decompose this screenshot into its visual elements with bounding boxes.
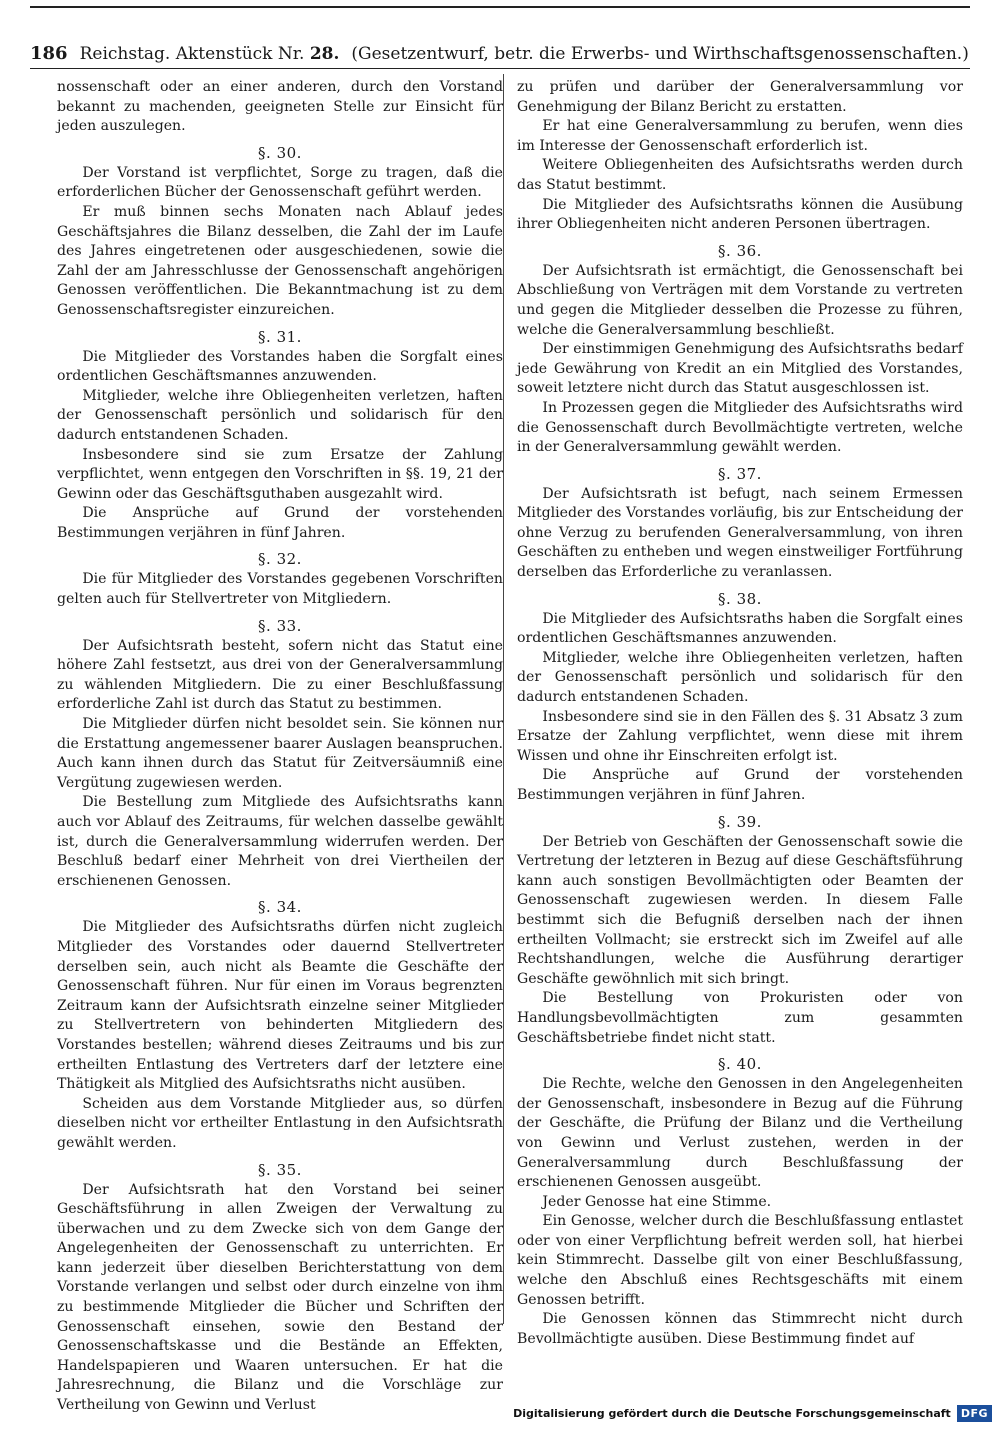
paragraph: Ein Genosse, welcher durch die Beschlußfassung entlastet oder von einer Verpflichtung befreit werden soll, hat hierbei kein Stimmrecht. Dasselbe gilt von einer Beschlußfassung, welche den Abschluß eines Rechtsgeschäfts mit einem Genossen betrifft. [517, 1213, 963, 1308]
paragraph: Er hat eine Generalversammlung zu berufen, wenn dies im Interesse der Genossenschaft erforderlich ist. [517, 118, 963, 154]
top-rule [30, 6, 970, 8]
header-title-prefix: Reichstag. Aktenstück Nr. [79, 44, 305, 64]
paragraph: Der Vorstand ist verpflichtet, Sorge zu tragen, daß die erforderlichen Bücher der Genossenschaft geführt werden. [57, 164, 503, 201]
page-header [30, 30, 970, 69]
paragraph: Jeder Genosse hat eine Stimme. [542, 1193, 772, 1210]
paragraph: Die für Mitglieder des Vorstandes gegebenen Vorschriften gelten auch für Stellvertreter von Mitgliedern. [57, 571, 503, 608]
paragraph: Der Aufsichtsrath ist ermächtigt, die Genossenschaft bei Abschließung von Verträgen mit dem Vorstande zu vertreten und gegen die Mitglieder desselben die Prozesse zu führen, welche die Generalversammlung beschließt. [517, 262, 963, 338]
paragraph: Mitglieder, welche ihre Obliegenheiten verletzen, haften der Genossenschaft persönlich und solidarisch für den dadurch entstandenen Schaden. [57, 387, 503, 443]
paragraph: Der Aufsichtsrath hat den Vorstand bei seiner Geschäftsführung in allen Zweigen der Verwaltung zu überwachen und zu dem Zwecke sich von dem Gange der Angelegenheiten der Genossenschaft zu unterrichten. Er kann jederzeit über dieselben Berichterstattung von dem Vorstande verlangen und selbst oder durch einzelne von ihm zu bestimmende Mitglieder die Bücher und Schriften der Genossenschaft einsehen, sowie den Bestand der Genossenschaftskasse und die Bestände an Effekten, Handelspapieren und Waaren untersuchen. Er hat die Jahresrechnung, die Bilanz und die Vorschläge zur Vertheilung von Gewinn und Verlust [57, 1181, 503, 1414]
paragraph: Scheiden aus dem Vorstande Mitglieder aus, so dürfen dieselben nicht vor ertheilter Entlastung in den Aufsichtsrath gewählt werden. [57, 1095, 503, 1151]
paragraph: Insbesondere sind sie zum Ersatze der Zahlung verpflichtet, wenn entgegen den Vorschriften in §§. 19, 21 der Gewinn oder das Geschäftsguthaben ausgezahlt wird. [57, 446, 503, 502]
header-title [80, 44, 340, 64]
section-heading: §. 33. [258, 616, 302, 635]
paragraph: Die Mitglieder des Aufsichtsraths dürfen nicht zugleich Mitglieder des Vorstandes oder dauernd Stellvertreter derselben sein, auch nicht als Beamte die Geschäfte der Genossenschaft führen. Nur für einen im Voraus begrenzten Zeitraum kann der Aufsichtsrath einzelne seiner Mitglieder zu Stellvertretern von behinderten Mitgliedern des Vorstandes bestellen; während dieses Zeitraums und bis zur ertheilten Entlastung des Vertreters darf der letztere eine Thätigkeit als Mitglied des Aufsichtsraths nicht ausüben. [57, 919, 503, 1093]
section-heading: §. 37. [718, 464, 762, 483]
section-heading: §. 31. [258, 327, 302, 346]
paragraph: Der Aufsichtsrath ist befugt, nach seinem Ermessen Mitglieder des Vorstandes vorläufig, bis zur Entscheidung der ohne Verzug zu berufenden Generalversammlung, von ihren Geschäften zu entheben und wegen einstweiliger Fortführung derselben das Erforderliche zu veranlassen. [517, 485, 963, 581]
paragraph: zu prüfen und darüber der Generalversammlung vor Genehmigung der Bilanz Bericht zu erstatten. [517, 79, 963, 115]
section-heading: §. 30. [258, 143, 302, 162]
paragraph: Weitere Obliegenheiten des Aufsichtsraths werden durch das Statut bestimmt. [517, 157, 963, 193]
paragraph: Die Mitglieder dürfen nicht besoldet sein. Sie können nur die Erstattung angemessener baarer Auslagen beanspruchen. Auch kann ihnen durch das Statut für Zeitversäumniß eine Vergütung zugewiesen werden. [57, 716, 503, 791]
paragraph: Die Rechte, welche den Genossen in den Angelegenheiten der Genossenschaft, insbesondere in Bezug auf die Führung der Geschäfte, die Prüfung der Bilanz und die Vertheilung von Gewinn und Verlust zustehen, werden in der Generalversammlung durch Beschlußfassung der erschienenen Genossen ausgeübt. [517, 1076, 963, 1191]
left-column [57, 78, 503, 1416]
right-column [517, 78, 963, 1349]
paragraph: Die Bestellung von Prokuristen oder von Handlungsbevollmächtigten zum gesammten Geschäftsbetriebe findet nicht statt. [517, 990, 963, 1046]
paragraph: Er muß binnen sechs Monaten nach Ablauf jedes Geschäftsjahres die Bilanz desselben, die Zahl der im Laufe des Jahres eingetretenen oder ausgeschiedenen, sowie die Zahl der am Jahresschlusse der Genossenschaft angehörigen Genossen veröffentlichen. Die Bekanntmachung ist zu dem Genossenschaftsregister einzureichen. [57, 203, 503, 318]
paragraph: Die Mitglieder des Aufsichtsraths können die Ausübung ihrer Obliegenheiten nicht anderen Personen übertragen. [517, 196, 963, 233]
paragraph: Die Ansprüche auf Grund der vorstehenden Bestimmungen verjähren in fünf Jahren. [517, 767, 963, 803]
section-heading: §. 35. [258, 1160, 302, 1179]
paragraph: Der Betrieb von Geschäften der Genossenschaft sowie die Vertretung der letzteren in Bezug auf diese Geschäftsführung kann auch sonstigen Bevollmächtigten oder Beamten der Genossenschaft zugewiesen werden. In diesem Falle bestimmt sich die Befugniß derselben nach der ihnen ertheilten Vollmacht; sie erstreckt sich im Zweifel auf alle Rechtshandlungen, welche die Ausführung derartiger Geschäfte gewöhnlich mit sich bringt. [517, 833, 963, 987]
paragraph: In Prozessen gegen die Mitglieder des Aufsichtsraths wird die Genossenschaft durch Bevollmächtigte vertreten, welche in der Generalversammlung gewählt werden. [517, 399, 963, 456]
paragraph: Insbesondere sind sie in den Fällen des §. 31 Absatz 3 zum Ersatze der Zahlung verpflichtet, wenn diese mit ihrem Wissen und ohne ihr Einschreiten erfolgt ist. [517, 708, 963, 764]
section-heading: §. 32. [258, 550, 302, 569]
document-number: 28. [309, 44, 340, 64]
section-heading: §. 36. [718, 241, 762, 260]
paragraph: Der einstimmigen Genehmigung des Aufsichtsraths bedarf jede Gewährung von Kredit an ein Mitglied des Vorstandes, soweit letztere nicht durch das Statut ausgeschlossen ist. [517, 341, 963, 397]
section-heading: §. 39. [718, 812, 762, 831]
paragraph: Der Aufsichtsrath besteht, sofern nicht das Statut eine höhere Zahl festsetzt, aus drei von der Generalversammlung zu wählenden Mitgliedern. Die zu einer Beschlußfassung erforderliche Zahl ist durch das Statut zu bestimmen. [57, 637, 503, 713]
page-footer [513, 1405, 992, 1422]
paragraph: Die Genossen können das Stimmrecht nicht durch Bevollmächtigte ausüben. Diese Bestimmung findet auf [517, 1311, 963, 1347]
paragraph: Die Mitglieder des Aufsichtsraths haben die Sorgfalt eines ordentlichen Geschäftsmannes anzuwenden. [517, 610, 963, 647]
page-number: 186 [30, 43, 68, 64]
paragraph: Die Mitglieder des Vorstandes haben die Sorgfalt eines ordentlichen Geschäftsmannes anzuwenden. [57, 348, 503, 385]
section-heading: §. 34. [258, 898, 302, 917]
paragraph: Die Ansprüche auf Grund der vorstehenden Bestimmungen verjähren in fünf Jahren. [57, 505, 503, 541]
section-heading: §. 40. [718, 1055, 762, 1074]
paragraph: Die Bestellung zum Mitgliede des Aufsichtsraths kann auch vor Ablauf des Zeitraums, für welchen dasselbe gewählt ist, durch die Generalversammlung widerrufen werden. Der Beschluß bedarf einer Mehrheit von drei Viertheilen der erschienenen Genossen. [57, 794, 503, 889]
footer-credit: Digitalisierung gefördert durch die Deutsche Forschungsgemeinschaft [513, 1407, 951, 1420]
paragraph: Mitglieder, welche ihre Obliegenheiten verletzen, haften der Genossenschaft persönlich und solidarisch für den dadurch entstandenen Schaden. [517, 649, 963, 706]
dfg-logo: DFG [957, 1405, 992, 1422]
section-heading: §. 38. [718, 589, 762, 608]
paragraph: nossenschaft oder an einer anderen, durch den Vorstand bekannt zu machenden, geeigneten Stelle zur Einsicht für jeden auszulegen. [57, 79, 503, 135]
header-subtitle: (Gesetzentwurf, betr. die Erwerbs- und Wirthschaftsgenossenschaften.) [351, 44, 969, 64]
column-divider [503, 74, 504, 1324]
